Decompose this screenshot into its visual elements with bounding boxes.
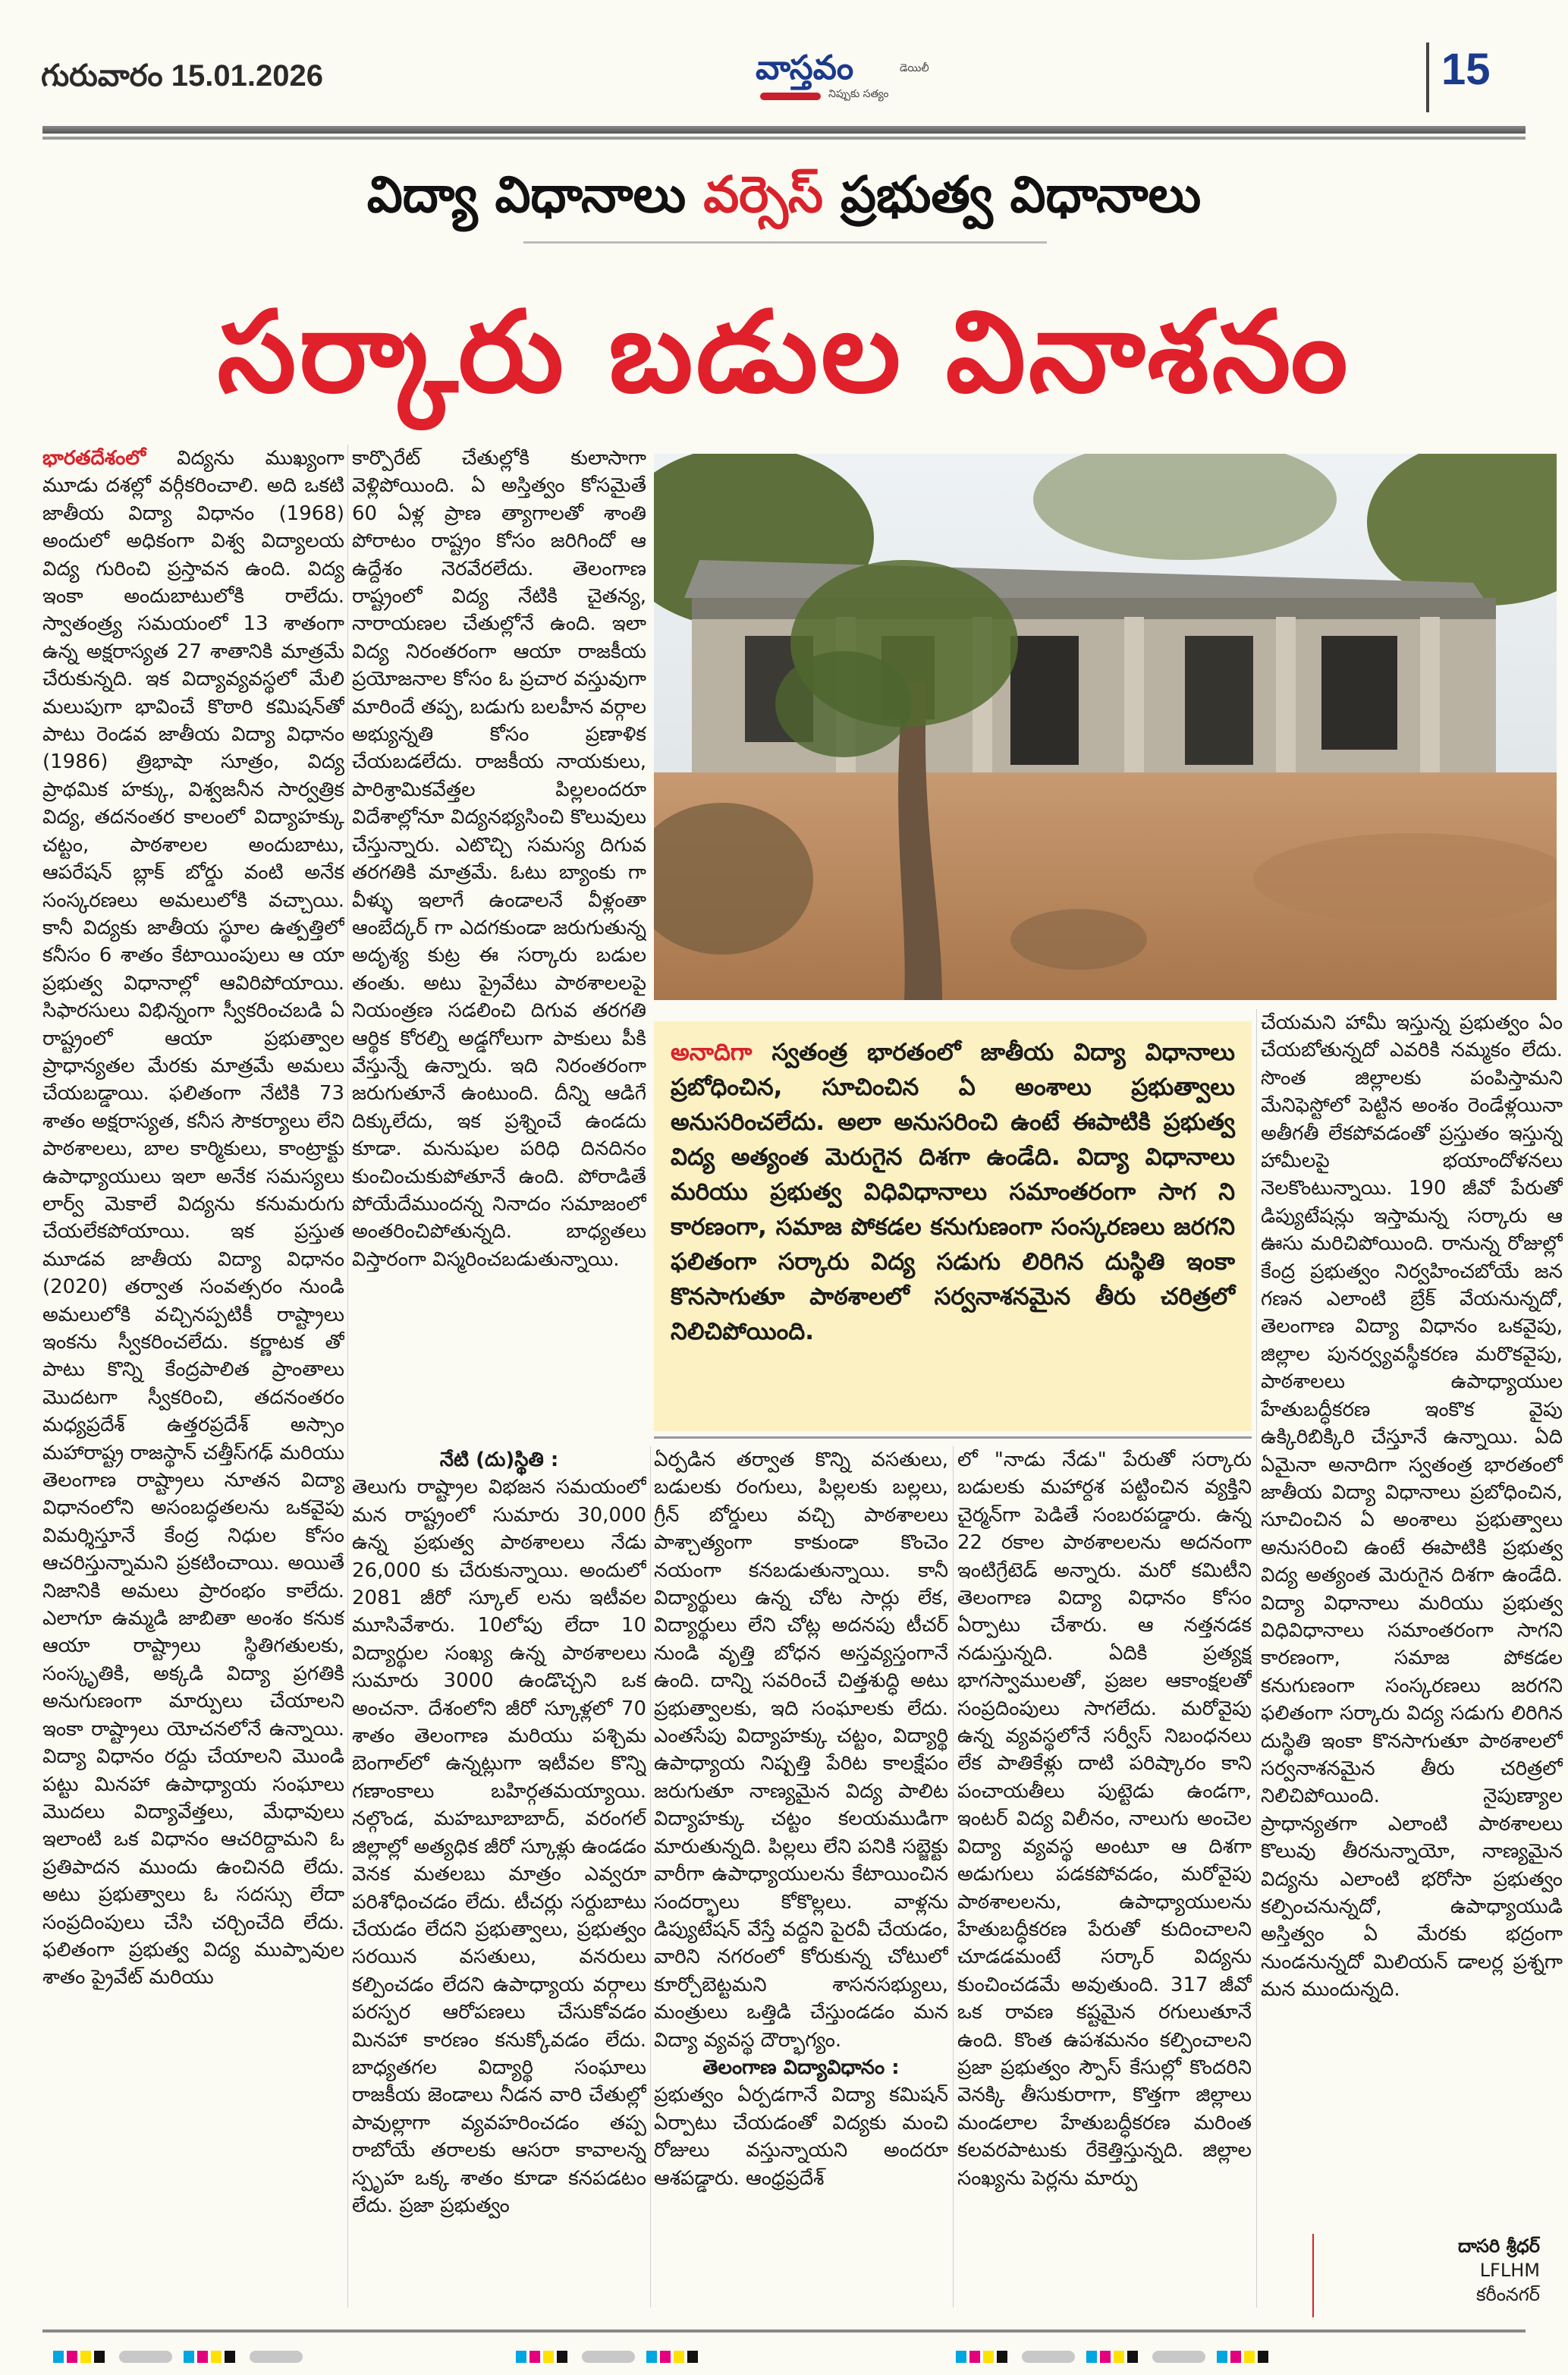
article-column-1 — [42, 445, 344, 2307]
main-headline: సర్కారు బడుల వినాశనం — [217, 287, 1351, 417]
magenta-swatch — [1230, 2351, 1241, 2363]
black-swatch — [557, 2351, 567, 2363]
yellow-swatch — [211, 2351, 222, 2363]
author-byline — [1312, 2234, 1540, 2317]
column2b-text: తెలుగు రాష్ట్రాల విభజన సమయంలో మన రాష్ట్రంలో సుమారు 30,000 ఉన్న ప్రభుత్వ పాఠశాలలు నేడు 26,000 కు చేరుకున్నాయి. అందులో 2081 జీరో స్కూల్ లను ఇటీవల మూసివేశారు. 10లోపు లేదా 10 విద్యార్థుల సంఖ్య ఉన్న పాఠశాలలు సుమారు 3000 ఉండొచ్చని ఒక అంచనా. దేశంలోని జీరో స్కూళ్లలో 70 శాతం తెలంగాణ మరియు పశ్చిమ బెంగాల్‌లో ఉన్నట్లుగా ఇటీవల కొన్ని గణాంకాలు బహిర్గతమయ్యాయి. నల్గొండ, మహబూబాబాద్, వరంగల్ జిల్లాల్లో అత్యధిక జీరో స్కూళ్లు ఉండడం వెనక మతలబు మాత్రం ఎవ్వరూ పరిశోధించడం లేదు. టీచర్లు సర్దుబాటు చేయడం లేదని ప్రభుత్వాలు, ప్రభుత్వం సరయిన వసతులు, వనరులు కల్పించడం లేదని ఉపాధ్యాయ వర్గాలు పరస్పర ఆరోపణలు చేసుకోవడం మినహా కారణం కనుక్కోవడం లేదు. బాధ్యతగల విద్యార్థి సంఘాలు రాజకీయ జెండాలు నీడన వారి చేతుల్లో పావుల్లాగా వ్యవహరించడం తప్ప రాబోయే తరాలకు ఆసరా కావాలన్న స్పృహ ఒక్క శాతం కూడా కనపడటం లేదు. ప్రజా ప్రభుత్వం — [352, 1476, 646, 2217]
author-name: దాసరి శ్రీధర్ — [1457, 2235, 1540, 2257]
magenta-swatch — [529, 2351, 540, 2363]
article-column-2-lower — [352, 1446, 646, 2307]
magenta-swatch — [1100, 2351, 1111, 2363]
cyan-swatch — [516, 2351, 526, 2363]
cyan-swatch — [956, 2351, 966, 2363]
article-column-5 — [1261, 1009, 1563, 2223]
column5-text: చేయమని హామీ ఇస్తున్న ప్రభుత్వం ఏం చేయబోతున్నదో ఎవరికి నమ్మకం లేదు. సొంత జిల్లాలకు పంపిస్తామని మేనిఫెస్టోలో పెట్టిన అంశం రెండేళ్లయినా అతీగతీ లేకపోవడంతో ప్రస్తుతం ఇస్తున్న హామీలపై భయాందోళనలు నెలకొంటున్నాయి. 190 జీవో పేరుతో డిప్యుటేషన్లు ఇస్తామన్న సర్కారు ఆ ఊసు మరిచిపోయింది. రానున్న రోజుల్లో కేంద్ర ప్రభుత్వం నిర్వహించబోయే జన గణన ఎలాంటి బ్రేక్ వేయనున్నదో, తెలంగాణ విద్యా విధానం ఒకవైపు, జిల్లాల పునర్వ్యవస్థీకరణ మరొకవైపు, పాఠశాలలు ఉపాధ్యాయుల హేతుబద్ధీకరణ ఇంకొక వైపు ఉక్కిరిబిక్కిరి చేస్తూనే ఉన్నాయి. ఏది ఏమైనా అనాదిగా స్వతంత్ర భారతంలో జాతీయ విద్యా విధానాలు ప్రబోధించిన, సూచించిన ఏ అంశాలు ప్రభుత్వాలు అనుసరించి ఉంటే ఈపాటికి ప్రభుత్వ విద్య అత్యంత మెరుగైన దిశగా ఉండేది. విద్యా విధానాలు మరియు ప్రభుత్వ విధివిధానాలు సమాంతరంగా సాగని కారణంగా, సమాజ పోకడల కనుగుణంగా సంస్కరణలు జరగని ఫలితంగా సర్కారు విద్య సడుగు లిరిగిన దుస్థితి ఇంకా కొనసాగుతూ పాఠశాలలో సర్వనాశనమైన తీరు చరిత్రలో నిలిచిపోయింది. నైపుణ్యాల ప్రాధాన్యతగా ఎలాంటి పాఠశాలలు కొలువు తీరనున్నాయో, నాణ్యమైన విద్యను ఎలాంటి భరోసా ప్రభుత్వం కల్పించనున్నదో, ఉపాధ్యాయుడి అస్తిత్వం ఏ మేరకు భద్రంగా నుండనున్నదో మిలియన్ డాలర్ల ప్రశ్నగా మన ముందున్నది. — [1261, 1011, 1563, 2002]
black-swatch — [225, 2351, 235, 2363]
cyan-swatch — [1217, 2351, 1227, 2363]
registration-pill — [250, 2351, 303, 2363]
author-place: కరీంనగర్ — [1476, 2284, 1540, 2305]
yellow-swatch — [983, 2351, 994, 2363]
color-registration-marks — [516, 2351, 701, 2363]
header-rule-thin — [42, 137, 1526, 140]
footer-rule — [42, 2329, 1526, 2333]
kicker-part-2: వర్సెస్ — [703, 165, 824, 224]
subhead-current-state: నేటి (దు)స్థితి : — [439, 1449, 559, 1471]
kicker-part-3: ప్రభుత్వ విధానాలు — [823, 165, 1202, 224]
yellow-swatch — [1114, 2351, 1124, 2363]
masthead-logo — [756, 46, 938, 109]
column3-text: ఏర్పడిన తర్వాత కొన్ని వసతులు, బడులకు రంగులు, పిల్లలకు బల్లలు, గ్రీన్ బోర్డులు వచ్చి పాఠశాలలు పాశ్చాత్యంగా కాకుండా కొంచెం నయంగా కనబడుతున్నాయి. కానీ విద్యార్థులు ఉన్న చోట సార్లు లేక, విద్యార్థులు లేని చోట్ల అదనపు టీచర్ నుండి వృత్తి బోధన అస్తవ్యస్తంగానే ఉంది. దాన్ని సవరించే చిత్తశుద్ధి అటు ప్రభుత్వాలకు, ఇది సంఘాలకు లేదు. ఎంతసేపు విద్యాహక్కు చట్టం, విద్యార్థి ఉపాధ్యాయ నిష్పత్తి పేరిట కాలక్షేపం జరుగుతూ నాణ్యమైన విద్య పాలిట విద్యాహక్కు చట్టం కలయముడిగా మారుతున్నది. పిల్లలు లేని పనికి సబ్జెక్టు వారీగా ఉపాధ్యాయులను కేటాయించిన సందర్భాలు కోకొల్లలు. వాళ్లను డిప్యుటేషన్ వేస్తే వద్దని పైరవీ చేయడం, వారిని నగరంలో కోరుకున్న చోటులో కూర్చోబెట్టమని శాసనసభ్యులు, మంత్రులు ఒత్తిడి చేస్తుండడం మన విద్యా వ్యవస్థ దౌర్భాగ్యం. — [654, 1449, 948, 2052]
yellow-swatch — [80, 2351, 91, 2363]
cyan-swatch — [1086, 2351, 1097, 2363]
registration-pill — [582, 2351, 635, 2363]
black-swatch — [687, 2351, 698, 2363]
pen-icon — [760, 93, 821, 100]
column-divider — [1256, 1009, 1257, 2307]
column-divider — [953, 1446, 954, 2307]
kicker-headline — [0, 165, 1568, 236]
pullquote-lead-word: అనాదిగా — [671, 1039, 753, 1066]
pullquote-text: స్వతంత్ర భారతంలో జాతీయ విద్యా విధానాలు ప్రబోధించిన, సూచించిన ఏ అంశాలు ప్రభుత్వాలు అనుసరించలేదు. అలా అనుసరించి ఉంటే ఈపాటికి ప్రభుత్వ విద్య అత్యంత మెరుగైన దిశగా ఉండేది. విద్యా విధానాలు మరియు ప్రభుత్వ విధివిధానాలు సమాంతరంగా సాగ ని కారణంగా, సమాజ పోకడల కనుగుణంగా సంస్కరణలు జరగని ఫలితంగా సర్కారు విద్య సడుగు లిరిగిన దుస్థితి ఇంకా కొనసాగుతూ పాఠశాలలో సర్వనాశనమైన తీరు చరిత్రలో నిలిచిపోయింది. — [671, 1039, 1235, 1345]
masthead-side-label: డెయిలీ — [900, 62, 929, 74]
magenta-swatch — [660, 2351, 671, 2363]
column3-text-2: ప్రభుత్వం ఏర్పడగానే విద్యా కమిషన్ ఏర్పాటు చేయడంతో విద్యకు మంచి రోజులు వస్తున్నాయని అందరూ ఆశపడ్డారు. ఆంధ్రప్రదేశ్ — [654, 2084, 948, 2190]
black-swatch — [997, 2351, 1007, 2363]
author-designation: LFLHM — [1479, 2260, 1540, 2281]
subhead-telangana-policy: తెలంగాణ విద్యావిధానం : — [702, 2056, 900, 2079]
color-registration-marks — [53, 2351, 310, 2363]
registration-pill — [119, 2351, 172, 2363]
pull-quote — [654, 1021, 1252, 1431]
yellow-swatch — [674, 2351, 684, 2363]
registration-pill — [1152, 2351, 1205, 2363]
registration-pill — [1022, 2351, 1075, 2363]
article-column-4 — [957, 1446, 1252, 2307]
photo-illustration — [654, 454, 1557, 1000]
page-number-divider — [1426, 42, 1429, 112]
black-swatch — [1127, 2351, 1138, 2363]
column-divider — [650, 1446, 651, 2307]
column1-text: విద్యను ముఖ్యంగా మూడు దశల్లో వర్గీకరించాలి. అది ఒకటి జాతీయ విద్యా విధానం (1968) అందులో అధికంగా విశ్వ విద్యాలయ విద్య గురించి ప్రస్తావన ఉంది. విద్య ఇంకా అందుబాటులోకి రాలేదు. స్వాతంత్ర్య సమయంలో 13 శాతంగా ఉన్న అక్షరాస్యత 27 శాతానికి మాత్రమే చేరుకున్నది. ఇక విద్యావ్యవస్థలో మేలి మలుపుగా భావించే కొఠారి కమిషన్‌తో పాటు రెండవ జాతీయ విద్యా విధానం (1986) త్రిభాషా సూత్రం, విద్య ప్రాథమిక హక్కు, విశ్వజనీన సార్వత్రిక విద్య, తదనంతర కాలంలో విద్యాహక్కు చట్టం, పాఠశాలల అందుబాటు, ఆపరేషన్ బ్లాక్ బోర్డు వంటి అనేక సంస్కరణలు అమలులోకి వచ్చాయి. కానీ విద్యకు జాతీయ స్థూల ఉత్పత్తిలో కనీసం 6 శాతం కేటాయింపులు ఆ యా ప్రభుత్వ విధానాల్లో ఆవిరిపోయాయి. సిఫారసులు విభిన్నంగా స్వీకరించబడి ఏ రాష్ట్రంలో ఆయా ప్రభుత్వాల ప్రాధాన్యతల మేరకు మాత్రమే అమలు చేయబడ్డాయి. ఫలితంగా నేటికి 73 శాతం అక్షరాస్యత, కనీస సౌకర్యాలు లేని పాఠశాలలు, బాల కార్మికులు, కాంట్రాక్టు ఉపాధ్యాయులు ఇలా అనేక సమస్యలు లార్వ్ మెకాలే విద్యను కనుమరుగు చేయలేకపోయాయి. ఇక ప్రస్తుత మూడవ జాతీయ విద్యా విధానం (2020) తర్వాత సంవత్సరం నుండి అమలులోకి వచ్చినప్పటికీ రాష్ట్రాలు ఇంకను స్వీకరించలేదు. కర్ణాటక తో పాటు కొన్ని కేంద్రపాలిత ప్రాంతాలు మొదటగా స్వీకరించి, తదనంతరం మధ్యప్రదేశ్ ఉత్తరప్రదేశ్ అస్సాం మహారాష్ట్ర రాజస్థాన్ చత్తీస్‌గఢ్ మరియు తెలంగాణ రాష్ట్రాలు నూతన విద్యా విధానంలోని అసంబద్ధతలను ఒకవైపు విమర్శిస్తూనే కేంద్ర నిధుల కోసం ఆచరిస్తున్నామని ప్రకటించాయి. అయితే నిజానికి అమలు ప్రారంభం కాలేదు. ఎలాగూ ఉమ్మడి జాబితా అంశం కనుక ఆయా రాష్ట్రాలు స్థితిగతులకు, సంస్కృతికి, అక్కడి విద్యా ప్రగతికి అనుగుణంగా మార్పులు చేయాలని ఇంకా రాష్ట్రాలు యోచనలోనే ఉన్నాయి. విద్యా విధానం రద్దు చేయాలని మొండి పట్టు మినహా ఉపాధ్యాయ సంఘాలు మొదలు విద్యావేత్తలు, మేధావులు ఇలాంటి ఒక విధానం ఆచరిద్దామని ఓ ప్రతిపాదన ముందు ఉంచినది లేదు. అటు ప్రభుత్వాలు ఓ సదస్సు లేదా సంప్రదింపులు చేసి చర్చించేది లేదు. ఫలితంగా ప్రభుత్వ విద్య ముప్పావుల శాతం ప్రైవేట్ మరియు — [42, 447, 344, 1990]
kicker-part-1: విద్యా విధానాలు — [366, 165, 704, 224]
yellow-swatch — [543, 2351, 554, 2363]
column4-text: లో "నాడు నేడు" పేరుతో సర్కారు బడులకు మహార్దశ పట్టించిన వ్యక్తిని చైర్మన్‌గా పెడితే సంబరపడ్డారు. ఉన్న 22 రకాల పాఠశాలలను అదనంగా ఇంటిగ్రేటెడ్ అన్నారు. మరో కమిటీని తెలంగాణ విద్యా విధానం కోసం ఏర్పాటు చేశారు. ఆ నత్తనడక నడుస్తున్నది. ఏదికి ప్రత్యక్ష భాగస్వాములతో, ప్రజల ఆకాంక్షలతో సంప్రదింపులు సాగలేదు. మరోవైపు ఉన్న వ్యవస్థలోనే సర్వీస్ నిబంధనలు లేక పాతికేళ్లు దాటి పరిష్కారం కాని పంచాయతీలు పుట్టెడు ఉండగా, ఇంటర్ విద్య విలీనం, నాలుగు అంచెల విద్యా వ్యవస్థ అంటూ ఆ దిశగా అడుగులు పడకపోవడం, మరోవైపు పాఠశాలలను, ఉపాధ్యాయులను హేతుబద్ధీకరణ పేరుతో కుదించాలని చూడడమంటే సర్కార్ విద్యను కుంచించడమే అవుతుంది. 317 జీవో ఒక రావణ కష్టమైన రగులుతూనే ఉంది. కొంత ఉపశమనం కల్పించాలని ప్రజా ప్రభుత్వం స్పౌస్ కేసుల్లో కొందరిని వెనక్కి తీసుకురాగా, కొత్తగా జిల్లాలు మండలాల హేతుబద్ధీకరణ మరింత కలవరపాటుకు రేకెత్తిస్తున్నది. జిల్లాల సంఖ్యను పెర్లను మార్పు — [957, 1449, 1252, 2190]
column1-lead-word: భారతదేశంలో — [42, 447, 146, 470]
magenta-swatch — [969, 2351, 980, 2363]
black-swatch — [94, 2351, 105, 2363]
kicker-underline — [523, 241, 1047, 244]
article-column-2 — [352, 445, 646, 1446]
header-rule — [42, 126, 1526, 134]
magenta-swatch — [197, 2351, 208, 2363]
cyan-swatch — [184, 2351, 194, 2363]
pull-quote-rule — [654, 1436, 1252, 1439]
masthead-title: వాస్తవం — [756, 49, 854, 87]
masthead-tagline: నిప్పుకు సత్యం — [828, 88, 889, 100]
color-registration-marks — [956, 2351, 1271, 2363]
school-building-photo — [654, 454, 1557, 1000]
magenta-swatch — [67, 2351, 77, 2363]
cyan-swatch — [646, 2351, 657, 2363]
column2-text: కార్పొరేట్ చేతుల్లోకి కులాసాగా వెళ్లిపోయింది. ఏ అస్తిత్వం కోసమైతే 60 ఏళ్ల ప్రాణ త్యాగాలతో శాంతి పోరాటం రాష్ట్రం కోసం జరిగిందో ఆ ఉద్దేశం నెరవేరలేదు. తెలంగాణ రాష్ట్రంలో విద్య నేటికి చైతన్య, నారాయణల చేతుల్లోనే ఉంది. ఇలా విద్య నిరంతరంగా ఆయా రాజకీయ ప్రయోజనాల కోసం ఓ ప్రచార వస్తువుగా మారిందే తప్ప, బడుగు బలహీన వర్గాల అభ్యున్నతి కోసం ప్రణాళిక చేయబడలేదు. రాజకీయ నాయకులు, పారిశ్రామికవేత్తల పిల్లలందరూ విదేశాల్లోనూ విద్యనభ్యసించి కొలువులు చేస్తున్నారు. ఎటొచ్చి సమస్య దిగువ తరగతికి మాత్రమే. ఓటు బ్యాంకు గా వీళ్ళు ఇలాగే ఉండాలనే వీళ్లంతా ఆంబేద్కర్ గా ఎదగకుండా జరుగుతున్న అదృశ్య కుట్ర ఈ సర్కారు బడుల తంతు. అటు ప్రైవేటు పాఠశాలలపై నియంత్రణ సడలించి దిగువ తరగతి ఆర్థిక కోరల్ని అడ్డగోలుగా పాకులు పీకి వేస్తున్నే ఉన్నారు. ఇది నిరంతరంగా జరుగుతూనే ఉంటుంది. దీన్ని ఆడిగే దిక్కులేదు, ఇక ప్రశ్నించే ఉండదు కూడా. మనుషుల పరిధి దినదినం కుంచించుకుపోతూనే ఉంది. పోరాడితే పోయేదేముందన్న నినాదం సమాజంలో అంతరించిపోతున్నది. బాధ్యతలు విస్తారంగా విస్మరించబడుతున్నాయి. — [352, 447, 646, 1271]
issue-date: గురువారం 15.01.2026 — [41, 59, 323, 93]
cyan-swatch — [53, 2351, 64, 2363]
yellow-swatch — [1244, 2351, 1255, 2363]
black-swatch — [1258, 2351, 1268, 2363]
page-number: 15 — [1441, 45, 1491, 94]
column-divider — [347, 445, 348, 2307]
article-column-3 — [654, 1446, 948, 2307]
